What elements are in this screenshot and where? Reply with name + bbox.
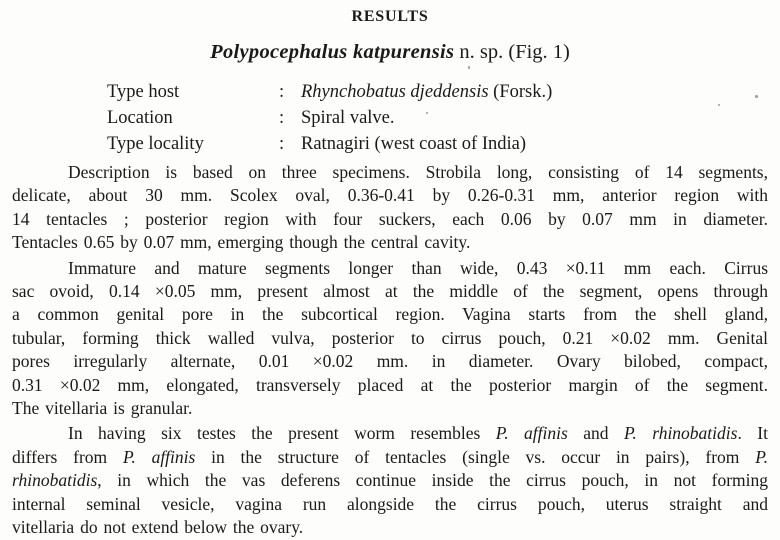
text-line <box>12 350 768 373</box>
plain-text: internal seminal vesicle, vagina run alongside the cirrus pouch, uterus straight and <box>12 493 768 514</box>
table-row <box>107 131 780 157</box>
row-colon: : <box>279 134 285 154</box>
plain-text: 0.31 ×0.02 mm, elongated, transversely placed at the posterior margin of the segment. <box>12 374 768 395</box>
plain-text: Description is based on three specimens. Strobila long, consisting of 14 segments, <box>68 162 768 182</box>
plain-text: vitellaria do not extend below the ovary. <box>12 517 304 538</box>
row-colon: : <box>279 82 285 102</box>
italic-text: Rhynchobatus djeddensis <box>301 82 489 102</box>
text-line <box>12 161 768 184</box>
paragraph <box>12 257 768 421</box>
italic-text: P. rhinobatidis <box>623 423 738 444</box>
scan-artifact <box>468 66 470 69</box>
paragraph <box>12 161 768 255</box>
italic-text: P. affinis <box>122 446 196 467</box>
text-line <box>12 516 768 539</box>
row-label: Type locality <box>107 134 204 154</box>
species-title-suffix: n. sp. (Fig. 1) <box>454 41 570 63</box>
plain-text: Ratnagiri (west coast of India) <box>301 134 527 154</box>
text-line <box>12 231 768 254</box>
text-line <box>12 208 768 231</box>
table-row <box>107 79 780 105</box>
row-colon: : <box>279 108 285 128</box>
description-text <box>12 161 768 540</box>
row-value <box>301 79 552 105</box>
text-line <box>12 493 768 516</box>
paragraph <box>12 422 768 539</box>
text-line <box>12 280 768 303</box>
text-line <box>12 327 768 350</box>
italic-text: P. affinis <box>495 423 568 444</box>
section-heading: RESULTS <box>351 8 429 25</box>
plain-text: Immature and mature segments longer than wide, 0.43 ×0.11 mm each. Cirrus <box>68 257 768 278</box>
plain-text: a common genital pore in the subcortical region. Vagina starts from the shell gland, <box>12 304 768 325</box>
text-line <box>12 397 768 420</box>
plain-text: Tentacles 0.65 by 0.07 mm, emerging though the central cavity. <box>12 232 471 253</box>
scan-artifact <box>718 104 720 106</box>
plain-text: In having six testes the present worm resembles <box>68 423 496 444</box>
row-value <box>301 105 395 131</box>
text-line <box>12 374 768 397</box>
plain-text: sac ovoid, 0.14 ×0.05 mm, present almost at the middle of the segment, opens through <box>12 281 768 302</box>
type-data-table <box>107 79 780 157</box>
scan-artifact <box>426 112 428 114</box>
scan-artifact <box>755 95 758 98</box>
species-title <box>0 39 780 65</box>
row-label: Location <box>107 108 173 128</box>
text-line <box>12 257 768 280</box>
text-line <box>12 469 768 492</box>
italic-text: rhinobatidis <box>12 470 98 491</box>
species-name: Polypocephalus katpurensis <box>210 41 455 63</box>
plain-text: and <box>567 423 624 444</box>
plain-text: differs from <box>12 446 123 467</box>
plain-text: delicate, about 30 mm. Scolex oval, 0.36-0.41 by 0.26-0.31 mm, anterior region with <box>12 185 768 206</box>
table-row <box>107 105 780 131</box>
plain-text: . It <box>737 423 768 444</box>
plain-text: The vitellaria is granular. <box>12 398 193 419</box>
plain-text: tubular, forming thick walled vulva, posterior to cirrus pouch, 0.21 ×0.02 mm. Genital <box>12 327 768 348</box>
row-label: Type host <box>107 82 180 102</box>
plain-text: Spiral valve. <box>301 108 395 128</box>
italic-text: P. <box>755 446 768 467</box>
row-value <box>301 131 526 157</box>
plain-text: 14 tentacles ; posterior region with four suckers, each 0.06 by 0.07 mm in diameter. <box>12 208 768 229</box>
text-line <box>12 422 768 445</box>
text-line <box>12 303 768 326</box>
text-line <box>12 184 768 207</box>
text-line <box>12 446 768 469</box>
plain-text: (Forsk.) <box>488 82 553 102</box>
plain-text: pores irregularly alternate, 0.01 ×0.02 mm. in diameter. Ovary bilobed, compact, <box>12 351 768 372</box>
plain-text: , in which the vas deferens continue inside the cirrus pouch, in not forming <box>97 470 768 491</box>
plain-text: in the structure of tentacles (single vs. occur in pairs), from <box>195 446 756 467</box>
